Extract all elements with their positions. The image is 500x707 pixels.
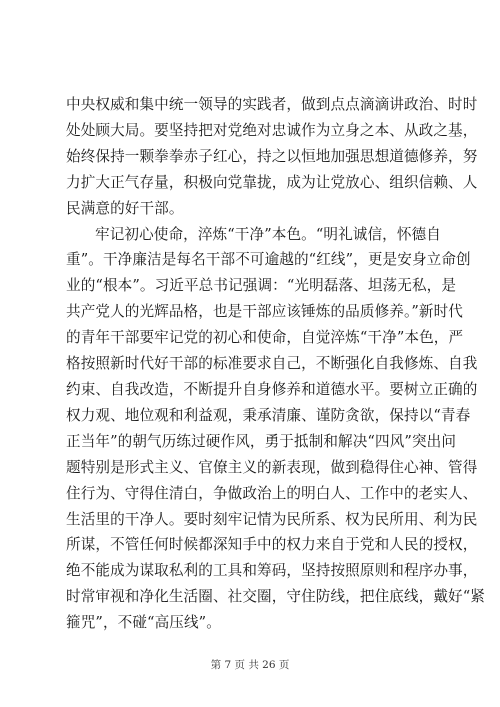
- text-line: 业的“根本”。习近平总书记强调：“光明磊落、坦荡无私，是: [66, 277, 457, 295]
- paragraph-2: [66, 222, 485, 637]
- page-footer: [0, 657, 500, 672]
- text-line: 生活里的干净人。要时刻牢记情为民所系、权为民所用、利为民: [66, 510, 478, 528]
- page-number-label: 第 7 页 共 26 页: [210, 659, 290, 671]
- text-line: 的青年干部要牢记党的初心和使命，自觉淬炼“干净”本色，严: [66, 329, 464, 347]
- text-line: 重”。干净廉洁是每名干部不可逾越的“红线”，更是安身立命创: [66, 251, 471, 269]
- text-line: 牢记初心使命，淬炼“干净”本色。“明礼诚信，怀德自: [95, 225, 441, 243]
- text-line: 格按照新时代好干部的标准要求自己，不断强化自我修炼、自我: [66, 355, 478, 373]
- text-line: 箍咒”，不碰“高压线”。: [66, 614, 221, 632]
- text-line: 住行为、守得住清白，争做政治上的明白人、工作中的老实人、: [66, 484, 478, 502]
- text-line: 题特别是形式主义、官僚主义的新表现，做到稳得住心神、管得: [66, 458, 478, 476]
- text-line: 约束、自我改造，不断提升自身修养和道德水平。要树立正确的: [66, 380, 478, 398]
- document-body: [66, 92, 485, 636]
- paragraph-1: [66, 92, 478, 222]
- text-line: 民满意的好干部。: [66, 199, 184, 217]
- text-line: 所谋，不管任何时候都深知手中的权力来自于党和人民的授权，: [66, 536, 478, 554]
- text-line: 始终保持一颗拳拳赤子红心，持之以恒地加强思想道德修养，努: [66, 147, 478, 165]
- text-line: 中央权威和集中统一领导的实践者，做到点点滴滴讲政治、时时: [66, 96, 478, 113]
- text-line: 力扩大正气存量，积极向党靠拢，成为让党放心、组织信赖、人: [66, 173, 478, 191]
- text-line: 权力观、地位观和利益观，秉承清廉、谨防贪欲，保持以“青春: [66, 406, 471, 424]
- text-line: 共产党人的光辉品格，也是干部应该锤炼的品质修养。”新时代: [66, 303, 463, 321]
- text-line: 绝不能成为谋取私利的工具和筹码，坚持按照原则和程序办事，: [66, 562, 478, 580]
- text-line: 处处顾大局。要坚持把对党绝对忠诚作为立身之本、从政之基，: [66, 121, 478, 139]
- text-line: 正当年”的朝气历练过硬作风，勇于抵制和解决“四风”突出问: [66, 432, 457, 450]
- text-line: 时常审视和净化生活圈、社交圈，守住防线，把住底线，戴好“紧: [66, 588, 485, 606]
